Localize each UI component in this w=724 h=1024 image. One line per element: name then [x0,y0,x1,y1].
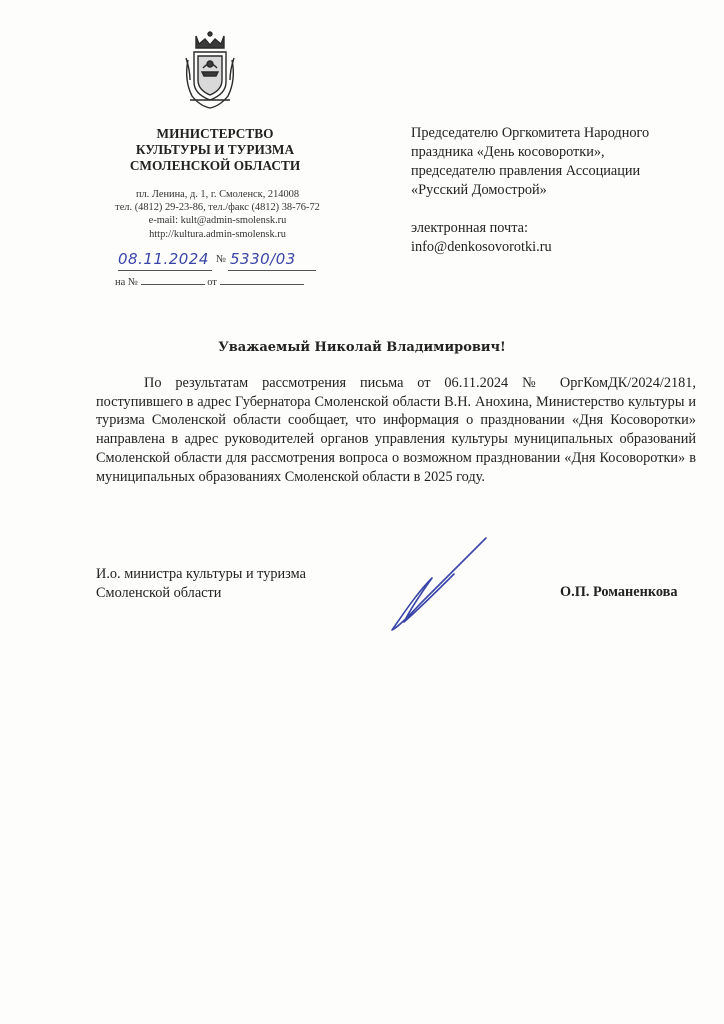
sender-website: http://kultura.admin-smolensk.ru [149,228,286,240]
registration-line [118,252,318,274]
ref-from: от [207,277,217,288]
recipient-line-4: «Русский Домострой» [411,182,547,198]
recipient-email: info@denkosovorotki.ru [411,239,552,255]
registration-date: 08.11.2024 [118,250,209,268]
number-underline [228,270,316,271]
sender-organization [95,126,335,174]
recipient-email-label: электронная почта: [411,220,528,236]
signatory-title [96,565,306,602]
letter-body: По результатам рассмотрения письма от 06.11.2024 № ОргКомДК/2024/2181, поступившего в адрес Губернатора Смоленской области В.Н. Анохина, Министерство культуры и туризма Смоленской области сообщает, что информация о праздновании «Дня Косоворотки» направлена в адрес руководителей органов управления культуры муниципальных образований Смоленской области для рассмотрения вопроса о возможном праздновании «Дня Косоворотки» в муниципальных образованиях Смоленской области в 2025 году. [96,375,696,485]
reference-line [115,276,304,288]
recipient-line-1: Председателю Оргкомитета Народного [411,125,650,141]
registration-number: 5330/03 [230,250,296,268]
recipient-line-2: праздника «День косоворотки», [411,144,605,160]
ref-date-blank [220,276,304,285]
org-name-line-2: КУЛЬТУРЫ И ТУРИЗМА [135,142,295,157]
coat-of-arms-emblem [180,30,240,110]
sender-contacts [95,188,340,241]
org-name-line-1: МИНИСТЕРСТВО [156,126,274,141]
handwritten-signature [380,530,500,640]
recipient-line-3: председателю правления Ассоциации [411,163,641,179]
signatory-title-line-2: Смоленской области [96,584,222,601]
ref-prefix: на № [115,277,138,288]
ref-number-blank [141,276,205,285]
signatory-title-line-1: И.о. министра культуры и туризма [96,566,306,582]
sender-address: пл. Ленина, д. 1, г. Смоленск, 214008 [135,189,300,200]
number-sign: № [216,254,227,265]
recipient-block [411,124,711,257]
sender-phone: тел. (4812) 29-23-86, тел./факс (4812) 38-76-72 [115,202,320,214]
sender-email: e-mail: kult@admin-smolensk.ru [148,215,287,227]
signatory-name: О.П. Романенкова [560,584,678,600]
org-name-line-3: СМОЛЕНСКОЙ ОБЛАСТИ [129,158,301,173]
salutation: Уважаемый Николай Владимирович! [218,340,506,355]
date-underline [118,270,212,271]
